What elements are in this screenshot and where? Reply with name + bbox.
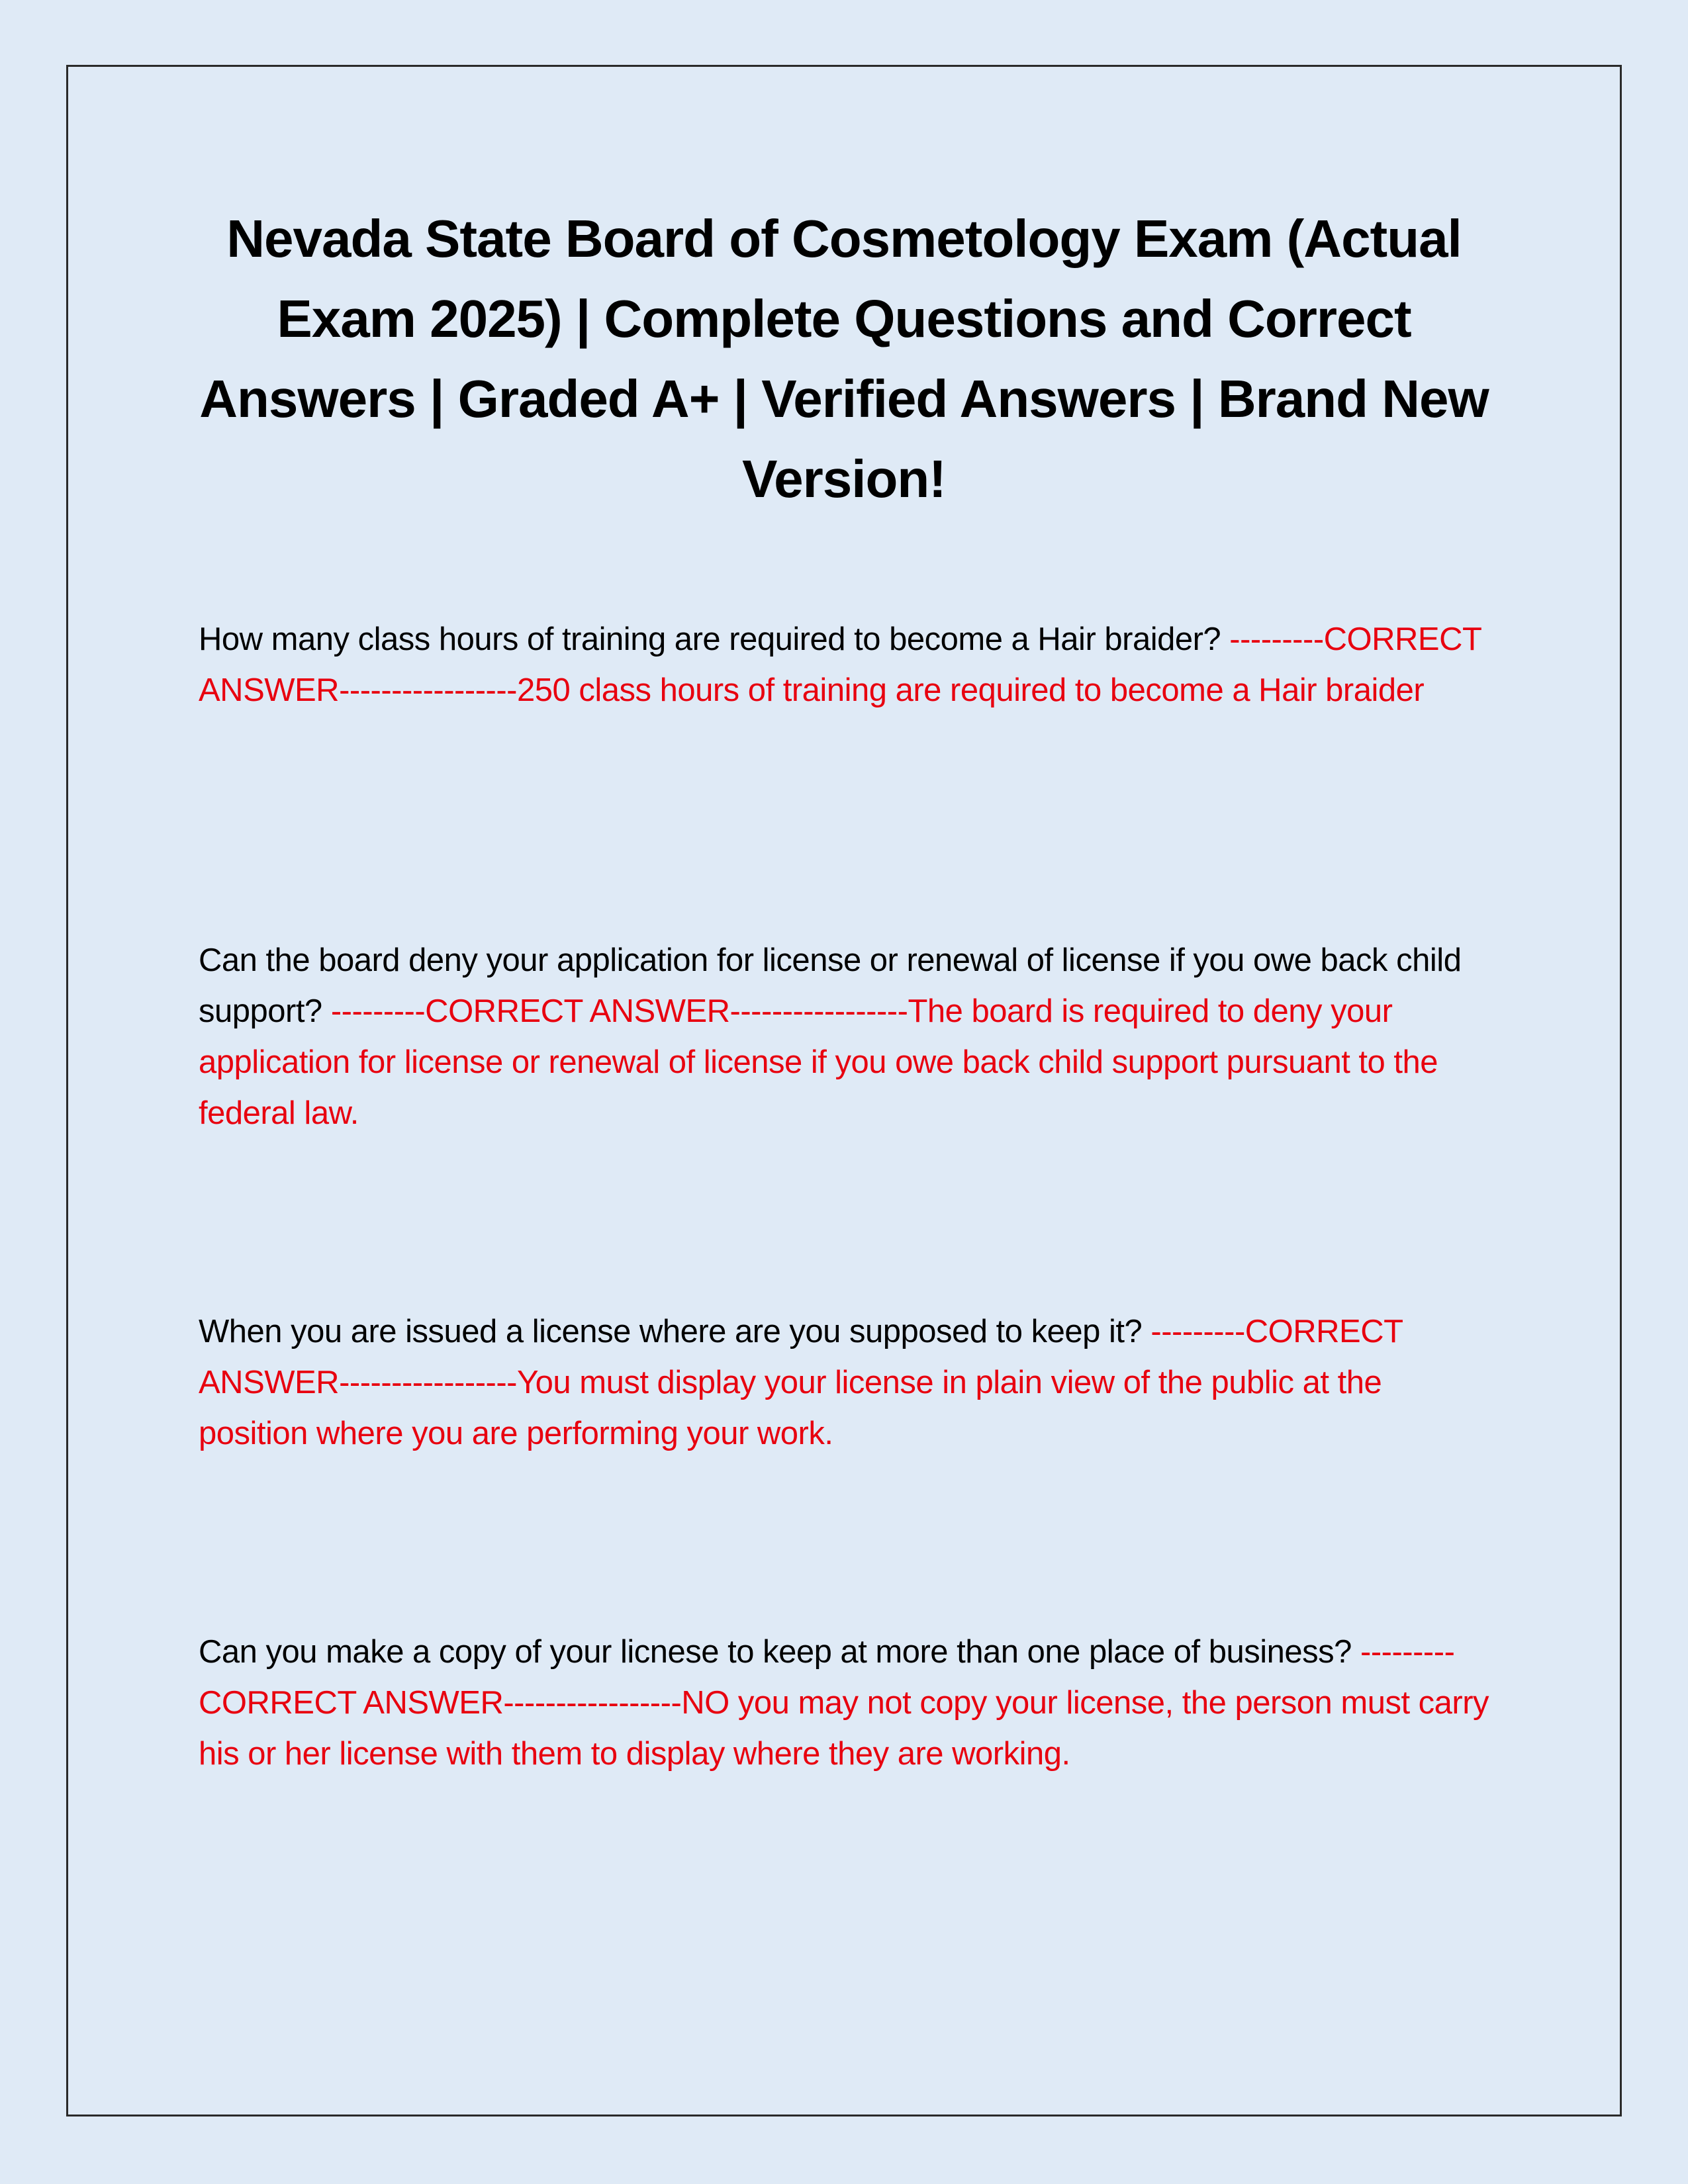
question-2: Can the board deny your application for license or renewal of license if you owe back child support? — [199, 942, 1462, 1029]
question-1: How many class hours of training are required to become a Hair braider? — [199, 621, 1221, 657]
document-title: Nevada State Board of Cosmetology Exam (Actual Exam 2025) | Complete Questions and Correct Answers | Graded A+ | Verified Answers | Brand New Version! — [199, 209, 1489, 508]
answer-3: ---------CORRECT ANSWER-----------------You must display your license in plain view of the public at the position where you are performing your work. — [199, 1314, 1403, 1451]
answer-2: ---------CORRECT ANSWER-----------------The board is required to deny your application for license or renewal of license if you owe back child support pursuant to the federal law. — [199, 993, 1438, 1131]
qa-item-4 — [199, 1627, 1496, 1780]
question-4: Can you make a copy of your licnese to keep at more than one place of business? — [199, 1634, 1352, 1670]
question-3: When you are issued a license where are you supposed to keep it? — [199, 1314, 1143, 1349]
answer-1: ---------CORRECT ANSWER-----------------250 class hours of training are required to become a Hair braider — [199, 621, 1481, 708]
qa-item-1 — [199, 614, 1496, 716]
answer-4: ---------CORRECT ANSWER-----------------NO you may not copy your license, the person must carry his or her license with them to display where they are working. — [199, 1634, 1489, 1772]
qa-item-3 — [199, 1306, 1496, 1459]
qa-item-2 — [199, 935, 1496, 1139]
